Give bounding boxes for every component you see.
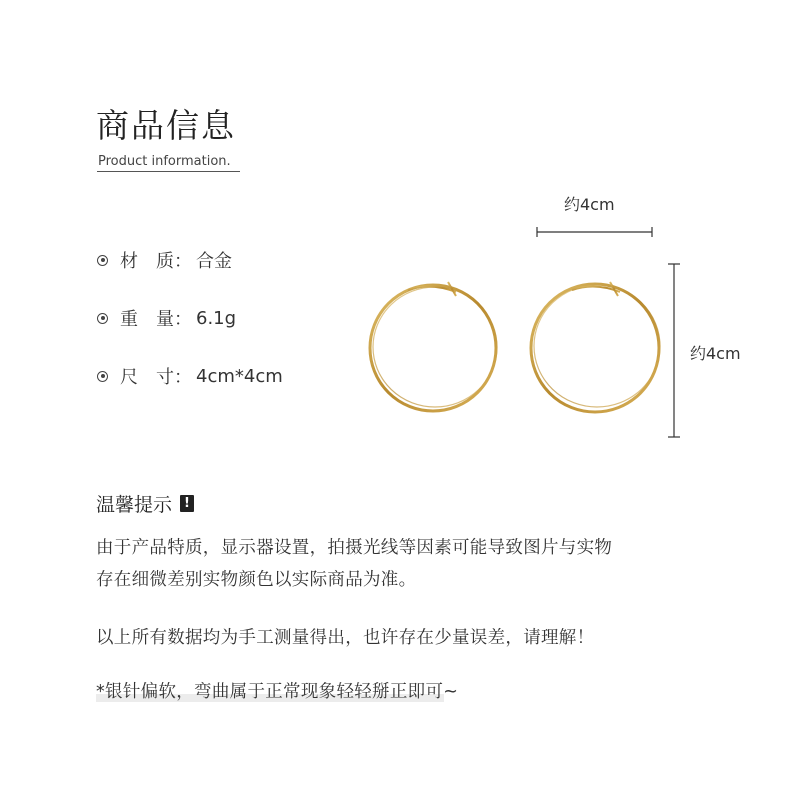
spec-value: 合金 <box>196 251 232 272</box>
gold-hoop-earrings-icon <box>360 270 680 430</box>
tips-line-3: 以上所有数据均为手工测量得出，也许存在少量误差，请理解！ <box>96 628 595 648</box>
left-hoop <box>370 282 497 411</box>
page-title: 商品信息 <box>96 106 236 145</box>
spec-value: 6.1g <box>196 307 237 329</box>
bullet-icon <box>97 313 108 324</box>
spec-row-weight <box>97 305 236 331</box>
bullet-icon <box>97 255 108 266</box>
bullet-icon <box>97 371 108 382</box>
spec-value: 4cm*4cm <box>196 365 283 387</box>
tips-line-1: 由于产品特质，显示器设置，拍摄光线等因素可能导致图片与实物 <box>96 538 613 558</box>
height-dimension-line <box>666 262 682 440</box>
tips-line-2: 存在细微差别实物颜色以实际商品为准。 <box>96 570 417 590</box>
spec-row-size <box>97 363 283 389</box>
exclamation-icon: ! <box>180 495 194 512</box>
subtitle-underline <box>97 171 240 172</box>
spec-label: 尺 寸： <box>120 367 192 388</box>
spec-label: 材 质： <box>120 251 192 272</box>
width-dimension-label: 约4cm <box>564 195 615 214</box>
width-dimension-line <box>535 225 655 239</box>
spec-label: 重 量： <box>120 309 192 330</box>
tips-note: *银针偏软，弯曲属于正常现象轻轻掰正即可~ <box>96 682 459 702</box>
height-dimension-label: 约4cm <box>690 344 741 363</box>
right-hoop <box>531 282 660 412</box>
page-subtitle: Product information. <box>98 154 231 169</box>
tips-heading: 温馨提示 ! <box>96 490 194 517</box>
spec-row-material <box>97 247 232 273</box>
